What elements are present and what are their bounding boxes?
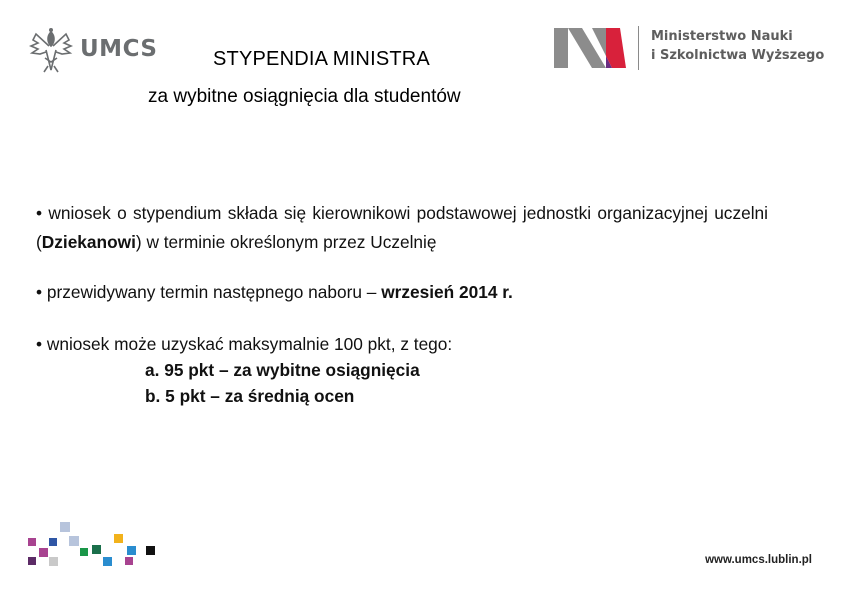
page-subtitle: za wybitne osiągnięcia dla studentów xyxy=(148,86,461,107)
square xyxy=(127,546,136,555)
bullet-text: wniosek może uzyskać maksymalnie 100 pkt, z tego: xyxy=(46,334,453,354)
ministry-line-1: Ministerstwo Nauki xyxy=(651,29,793,44)
bullet-text: przewidywany termin następnego naboru – xyxy=(46,282,382,302)
square xyxy=(28,538,36,546)
square xyxy=(92,545,101,554)
square xyxy=(125,557,133,565)
page-title: STYPENDIA MINISTRA xyxy=(213,48,430,70)
bullet-points xyxy=(36,331,768,409)
square xyxy=(49,557,58,566)
square xyxy=(114,534,123,543)
bullet-text: wniosek o stypendium składa się kierownikowi podstawowej jednostki organizacyjnej uczelni ( xyxy=(36,203,768,252)
umcs-logo xyxy=(28,26,160,76)
points-item-a: a. 95 pkt – za wybitne osiągnięcia xyxy=(145,360,420,380)
bullet-bold-text: Dziekanowi xyxy=(41,232,136,252)
bullet-next-recruitment xyxy=(36,278,768,307)
square xyxy=(49,538,57,546)
ministry-name xyxy=(651,27,841,65)
umcs-logo-text: UMCS xyxy=(80,36,158,62)
footer-url: www.umcs.lublin.pl xyxy=(705,554,812,566)
ministry-emblem-icon xyxy=(554,26,628,70)
square xyxy=(39,548,48,557)
bullet-text-end: ) w terminie określonym przez Uczelnię xyxy=(135,232,437,252)
square xyxy=(80,548,88,556)
square xyxy=(28,557,36,565)
bullet-marker: • xyxy=(36,282,43,302)
square xyxy=(103,557,112,566)
ministry-logo xyxy=(554,24,836,74)
bullet-application xyxy=(36,199,768,257)
points-item-b: b. 5 pkt – za średnią ocen xyxy=(145,386,355,406)
bullet-marker: • xyxy=(36,203,43,223)
decorative-squares xyxy=(28,522,160,568)
square xyxy=(69,536,79,546)
bullet-marker: • xyxy=(36,334,43,354)
ministry-divider xyxy=(638,26,639,70)
umcs-eagle-crest-icon xyxy=(28,26,74,74)
square xyxy=(60,522,70,532)
square xyxy=(146,546,155,555)
ministry-line-2: i Szkolnictwa Wyższego xyxy=(651,48,825,63)
bullet-bold-date: wrzesień 2014 r. xyxy=(381,282,513,302)
